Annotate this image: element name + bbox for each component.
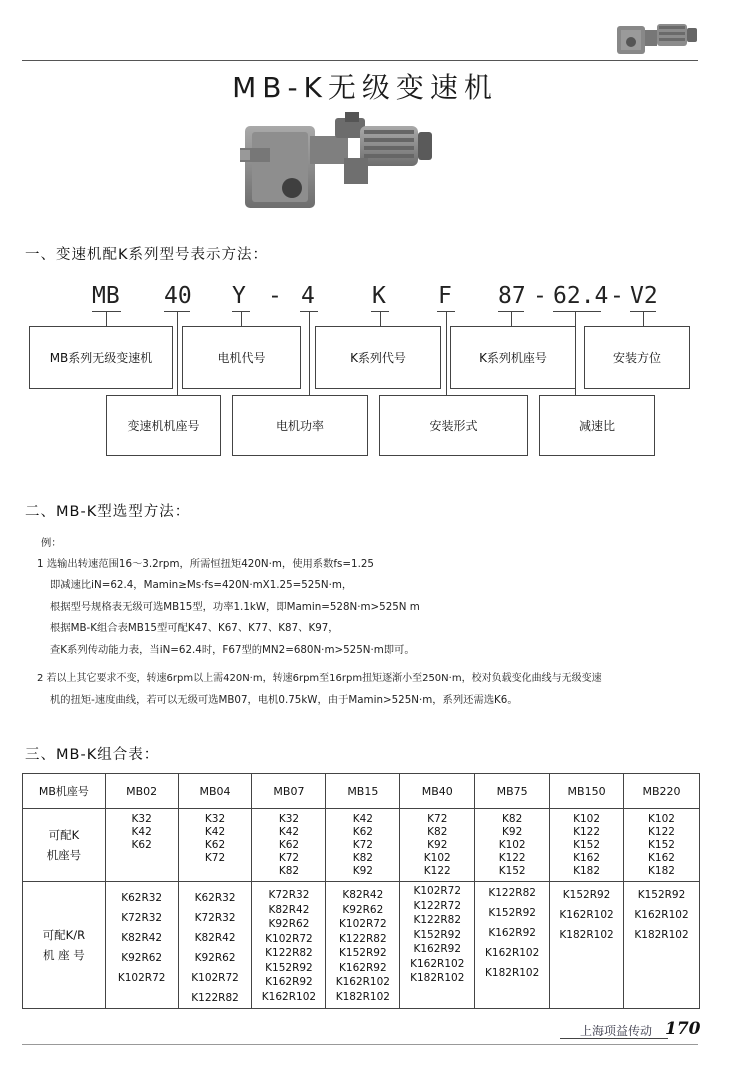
row-label-kr	[23, 882, 106, 1009]
cell-list	[624, 809, 699, 878]
table-header-row	[23, 774, 700, 809]
frame-model: K92R62	[268, 918, 310, 930]
frame-model: K122R82	[488, 887, 536, 899]
frame-model: K72	[278, 852, 300, 864]
cell-list	[400, 809, 474, 878]
frame-model: K162	[648, 852, 675, 864]
frame-model: K32	[131, 813, 152, 825]
connector-62-4	[553, 311, 601, 312]
frame-model: K72R32	[121, 912, 163, 924]
section3-heading: 三、MB-K组合表：	[25, 747, 160, 763]
row-label-line: 可配K	[48, 828, 80, 842]
frame-model: K182R102	[485, 967, 540, 979]
frame-model: K152	[498, 865, 526, 877]
frame-model: K42	[352, 813, 373, 825]
cell-list	[624, 882, 699, 945]
header-label: MB机座号	[23, 774, 106, 809]
footer-company: 上海项益传动	[580, 1024, 653, 1038]
cell-list	[326, 882, 399, 1004]
row-label-k	[23, 809, 106, 882]
cell-list	[179, 882, 252, 1008]
code-y: Y	[232, 283, 246, 309]
frame-model: K162R102	[261, 990, 317, 1003]
table-cell	[624, 809, 700, 882]
code-87: 87	[498, 283, 526, 309]
frame-model: K152R92	[637, 889, 686, 901]
section1-heading: 一、变速机配K系列型号表示方法：	[25, 247, 269, 263]
frame-model: K162R102	[410, 957, 465, 970]
box-variator-frame: 变速机机座号	[106, 395, 221, 456]
frame-model: K62	[352, 826, 373, 838]
frame-model: K162	[573, 852, 601, 864]
page-number: 170	[665, 1019, 701, 1039]
table-cell	[400, 809, 475, 882]
code-k: K	[372, 283, 386, 309]
combination-table	[22, 773, 700, 1009]
row-label-line: 机座号	[46, 848, 82, 862]
frame-model: K162R102	[485, 947, 540, 959]
table-cell	[252, 882, 326, 1009]
example-line-2: 即减速比iN=62.4，Mamin≥Ms·fs=420N·mX1.25=525N·m，	[50, 579, 353, 591]
frame-model: K72	[204, 852, 226, 864]
code-dash-1: -	[268, 283, 282, 309]
cell-list	[475, 809, 549, 878]
header-rule	[22, 60, 698, 61]
frame-model: K102R72	[265, 932, 313, 945]
table-cell	[400, 882, 475, 1009]
frame-model: K72R32	[194, 912, 236, 924]
example-line-3: 根据型号规格表无级可选MB15型，功率1.1kW，即Mamin=528N·m>525N m	[50, 601, 420, 613]
cell-list	[252, 882, 325, 1004]
frame-model: K162R92	[413, 943, 462, 955]
cell-list	[475, 882, 549, 983]
frame-model: K122R82	[191, 992, 239, 1004]
frame-model: K32	[204, 813, 226, 825]
code-4: 4	[301, 283, 315, 309]
frame-model: K102	[648, 813, 675, 825]
frame-model: K162R102	[559, 909, 614, 921]
table-row-kr-frames	[23, 882, 700, 1009]
frame-model: K152R92	[562, 889, 611, 901]
frame-model: K102R72	[339, 918, 387, 930]
table-cell	[550, 809, 624, 882]
code-v2: V2	[630, 283, 658, 309]
table-cell	[326, 882, 400, 1009]
example-label: 例：	[41, 537, 62, 549]
frame-model: K102	[423, 852, 451, 864]
code-dash-3: -	[610, 283, 624, 309]
frame-model: K162R92	[488, 927, 536, 939]
frame-model: K62	[278, 839, 300, 851]
row-label-line: 可配K/R	[42, 928, 86, 942]
cell-list	[106, 809, 178, 852]
connector-v2-v	[643, 311, 644, 326]
col-header: MB75	[475, 774, 550, 809]
frame-model: K92	[502, 826, 523, 838]
frame-model: K122	[648, 826, 675, 838]
example-line-6: 2 若以上其它要求不变，转速6rpm以上需420N·m，转速6rpm至16rpm扭矩逐渐小至250N·m，校对负载变化曲线与无级变速	[37, 673, 602, 684]
cell-list	[179, 809, 252, 865]
frame-model: K62	[204, 839, 226, 851]
box-k-series-code: K系列代号	[315, 326, 441, 389]
gear-motor-photo	[240, 108, 435, 213]
frame-model: K122	[573, 826, 601, 838]
table-cell	[178, 882, 252, 1009]
frame-model: K102	[573, 813, 601, 825]
frame-model: K122R82	[413, 914, 462, 926]
connector-k-v	[380, 311, 381, 326]
code-f: F	[438, 283, 452, 309]
table-cell	[475, 809, 550, 882]
frame-model: K162R102	[335, 976, 390, 988]
frame-model: K182R102	[410, 972, 465, 984]
frame-model: K62R32	[121, 892, 163, 904]
box-mounting-position: 安装方位	[584, 326, 690, 389]
col-header: MB40	[400, 774, 475, 809]
frame-model: K72R32	[268, 889, 310, 901]
frame-model: K82	[502, 813, 523, 825]
cell-list	[550, 882, 623, 945]
code-dash-2: -	[533, 283, 547, 309]
table-cell	[550, 882, 624, 1009]
frame-model: K72	[352, 839, 373, 851]
frame-model: K122R82	[265, 947, 313, 959]
code-mb: MB	[92, 283, 120, 309]
connector-mb-v	[106, 311, 107, 326]
frame-model: K152R92	[413, 928, 462, 941]
frame-model: K42	[204, 826, 226, 838]
connector-40-v	[177, 311, 178, 395]
footer-rule	[22, 1044, 698, 1045]
frame-model: K92	[427, 839, 448, 851]
connector-y-v	[241, 311, 242, 326]
col-header: MB07	[252, 774, 326, 809]
frame-model: K62R32	[194, 892, 236, 904]
frame-model: K82R42	[194, 932, 236, 944]
frame-model: K182R102	[559, 929, 614, 941]
box-mb-series: MB系列无级变速机	[29, 326, 173, 389]
frame-model: K102R72	[117, 972, 166, 984]
box-k-frame: K系列机座号	[450, 326, 576, 389]
box-motor-power: 电机功率	[232, 395, 368, 456]
frame-model: K82	[352, 852, 373, 864]
example-line-4: 根据MB-K组合表MB15型可配K47、K67、K77、K87、K97，	[50, 622, 339, 634]
connector-f-v	[446, 311, 447, 395]
frame-model: K92R62	[342, 903, 384, 916]
frame-model: K62	[131, 839, 152, 851]
frame-model: K152R92	[488, 907, 536, 919]
frame-model: K152R92	[339, 947, 387, 959]
frame-model: K182	[573, 865, 601, 877]
frame-model: K72	[427, 813, 448, 825]
frame-model: K182	[648, 865, 675, 877]
frame-model: K162R102	[634, 909, 689, 921]
header-product-thumbnail	[615, 16, 700, 56]
table-cell	[178, 809, 252, 882]
frame-model: K82R42	[268, 903, 310, 916]
frame-model: K82R42	[342, 889, 384, 901]
frame-model: K92R62	[194, 952, 236, 964]
frame-model: K102R72	[413, 885, 462, 897]
box-mounting-type: 安装形式	[379, 395, 528, 456]
connector-87-v	[511, 311, 512, 326]
col-header: MB02	[105, 774, 178, 809]
page-title: MB-K无级变速机	[232, 71, 498, 104]
connector-4-v	[309, 311, 310, 395]
cell-list	[400, 882, 474, 986]
frame-model: K122R82	[339, 932, 387, 945]
frame-model: K92R62	[121, 952, 163, 964]
cell-list	[106, 882, 178, 988]
table-cell	[326, 809, 400, 882]
frame-model: K82R42	[121, 932, 163, 944]
frame-model: K102	[498, 839, 526, 851]
frame-model: K152	[573, 839, 601, 851]
example-line-1: 1 选输出转速范围16～3.2rpm，所需恒扭矩420N·m，使用系数fs=1.25	[37, 558, 374, 570]
example-line-5: 查K系列传动能力表，当iN=62.4时，F67型的MN2=680N·m>525N·m即可。	[50, 644, 415, 656]
table-cell	[105, 882, 178, 1009]
col-header: MB04	[178, 774, 252, 809]
frame-model: K42	[278, 826, 300, 838]
cell-list	[252, 809, 325, 878]
frame-model: K152R92	[265, 961, 313, 974]
frame-model: K122	[498, 852, 526, 864]
col-header: MB220	[624, 774, 700, 809]
frame-model: K32	[278, 813, 300, 825]
frame-model: K182R102	[335, 990, 390, 1003]
code-62-4: 62.4	[553, 283, 609, 309]
frame-model: K152	[648, 839, 675, 851]
table-cell	[252, 809, 326, 882]
frame-model: K182R102	[634, 929, 689, 941]
frame-model: K122	[423, 865, 451, 877]
box-motor-code: 电机代号	[182, 326, 301, 389]
table-cell	[624, 882, 700, 1009]
frame-model: K82	[278, 865, 300, 877]
frame-model: K42	[131, 826, 152, 838]
frame-model: K162R92	[339, 961, 387, 974]
col-header: MB150	[550, 774, 624, 809]
frame-model: K82	[427, 826, 448, 838]
table-row-k-frames	[23, 809, 700, 882]
table-cell	[475, 882, 550, 1009]
frame-model: K102R72	[191, 972, 239, 984]
cell-list	[326, 809, 399, 878]
cell-list	[550, 809, 623, 878]
box-reduction-ratio: 减速比	[539, 395, 655, 456]
table-cell	[105, 809, 178, 882]
section2-heading: 二、MB-K型选型方法：	[25, 504, 191, 520]
code-40: 40	[164, 283, 192, 309]
example-line-7: 机的扭矩-速度曲线，若可以无级可选MB07，电机0.75kW，由于Mamin>525N·m，系列还需选K6。	[50, 694, 518, 706]
frame-model: K122R72	[413, 899, 462, 912]
frame-model: K92	[352, 865, 373, 877]
row-label-line: 机 座 号	[42, 948, 85, 962]
frame-model: K162R92	[265, 976, 313, 988]
col-header: MB15	[326, 774, 400, 809]
